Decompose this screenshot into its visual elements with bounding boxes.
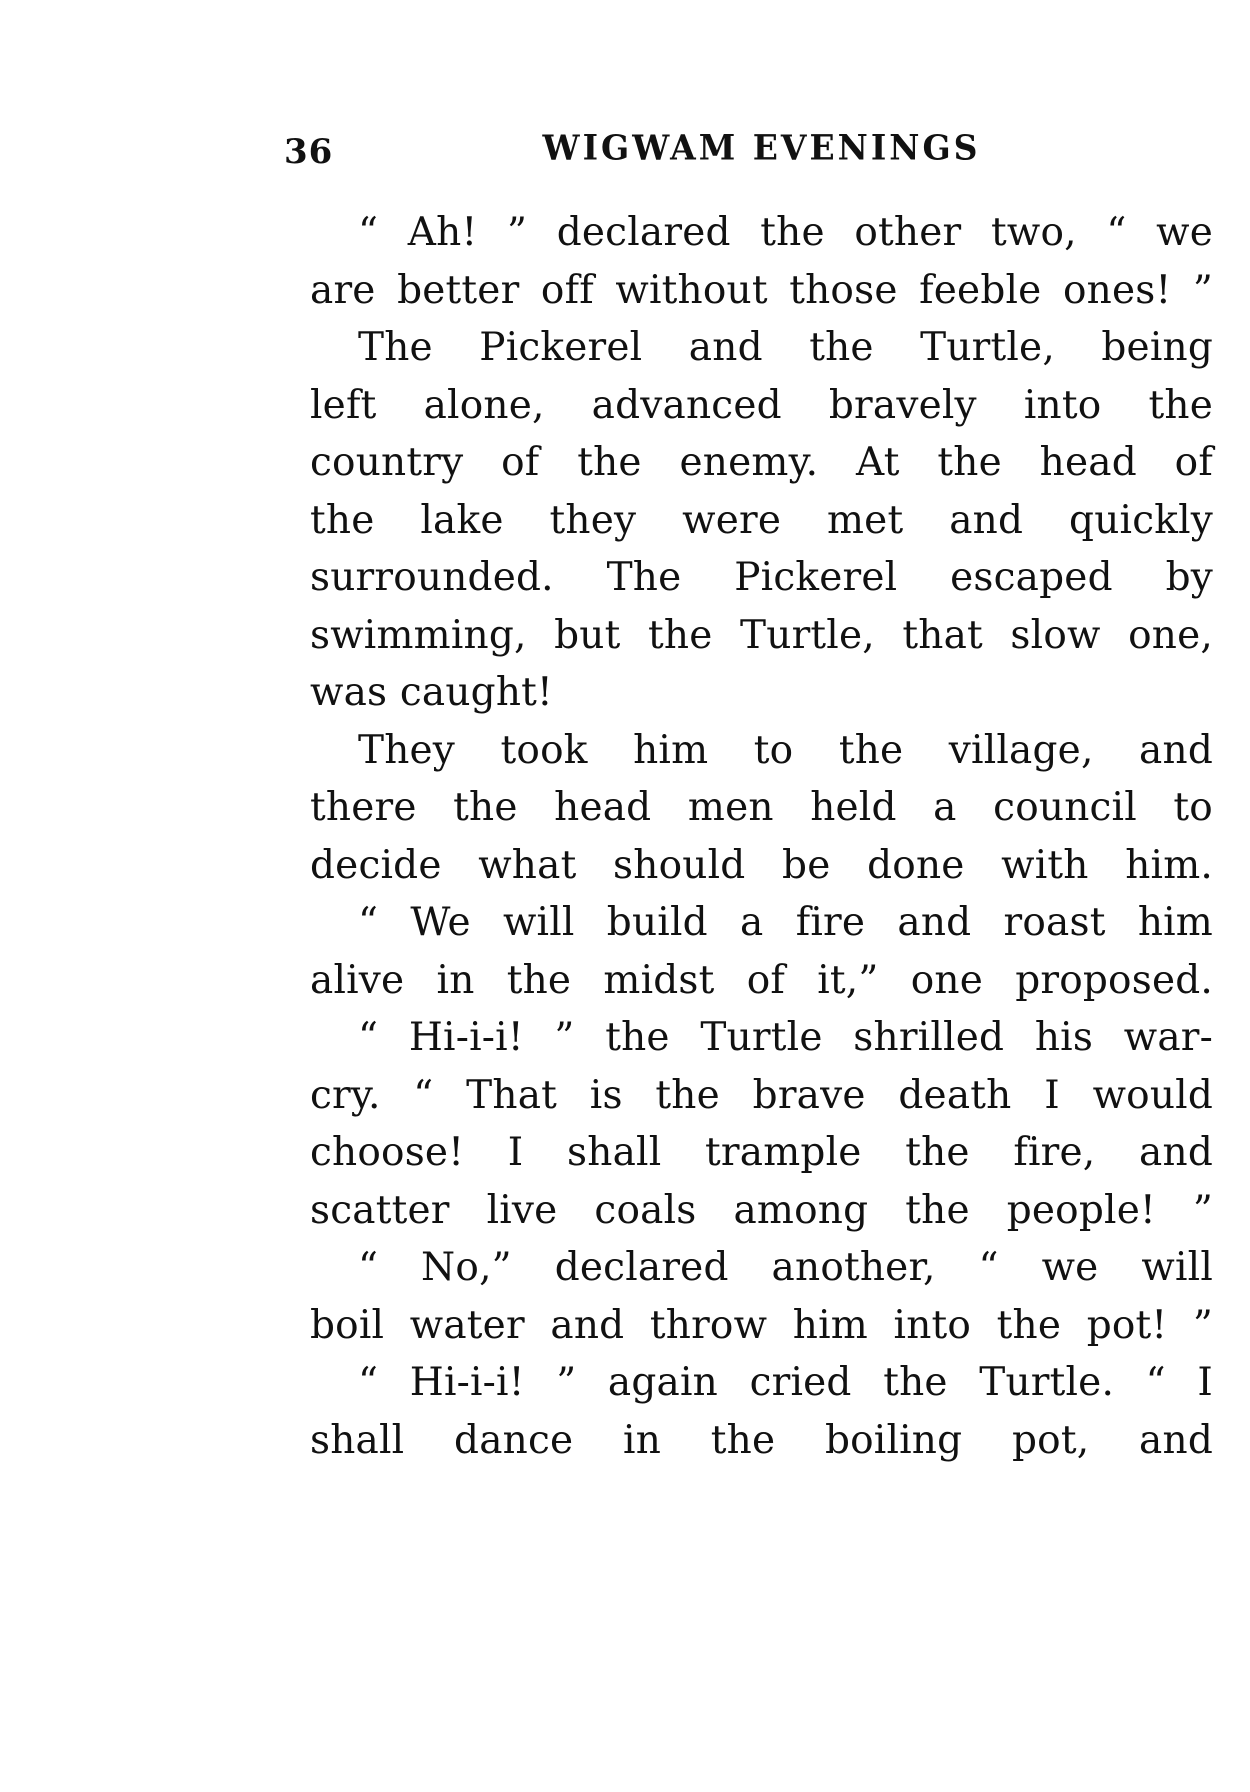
text-line: The Pickerel and the Turtle, being [358, 325, 1213, 370]
text-line: the lake they were met and quickly [310, 497, 1213, 543]
text-line: choose! I shall trample the fire, and [310, 1130, 1213, 1175]
text-line: shall dance in the boiling pot, and [310, 1417, 1213, 1463]
text-line: “ Ah! ” declared the other two, “ we [358, 210, 1213, 255]
body-text [310, 204, 1213, 1469]
text-line: swimming, but the Turtle, that slow one, [310, 612, 1213, 658]
text-line: alive in the midst of it,” one proposed. [310, 957, 1213, 1003]
text-line: country of the enemy. At the head of [310, 440, 1213, 485]
text-line: was caught! [310, 670, 553, 715]
text-line: scatter live coals among the people! ” [310, 1187, 1213, 1233]
text-line: surrounded. The Pickerel escaped by [310, 555, 1213, 600]
text-line: They took him to the village, and [358, 727, 1213, 773]
page-number: 36 [284, 132, 334, 172]
text-line: cry. “ That is the brave death I would [310, 1072, 1213, 1118]
running-title: WIGWAM EVENINGS [542, 126, 981, 169]
text-line: “ No,” declared another, “ we will [358, 1245, 1213, 1290]
text-line: boil water and throw him into the pot! ” [310, 1302, 1213, 1348]
text-line: “ We will build a fire and roast him [358, 900, 1213, 945]
text-line: “ Hi-i-i! ” again cried the Turtle. “ I [358, 1360, 1213, 1405]
text-line: “ Hi-i-i! ” the Turtle shrilled his war- [358, 1015, 1213, 1060]
text-line: there the head men held a council to [310, 785, 1213, 830]
running-head [284, 126, 1213, 174]
text-line: are better off without those feeble ones! ” [310, 267, 1213, 313]
text-line: decide what should be done with him. [310, 842, 1213, 888]
text-line: left alone, advanced bravely into the [310, 382, 1213, 428]
